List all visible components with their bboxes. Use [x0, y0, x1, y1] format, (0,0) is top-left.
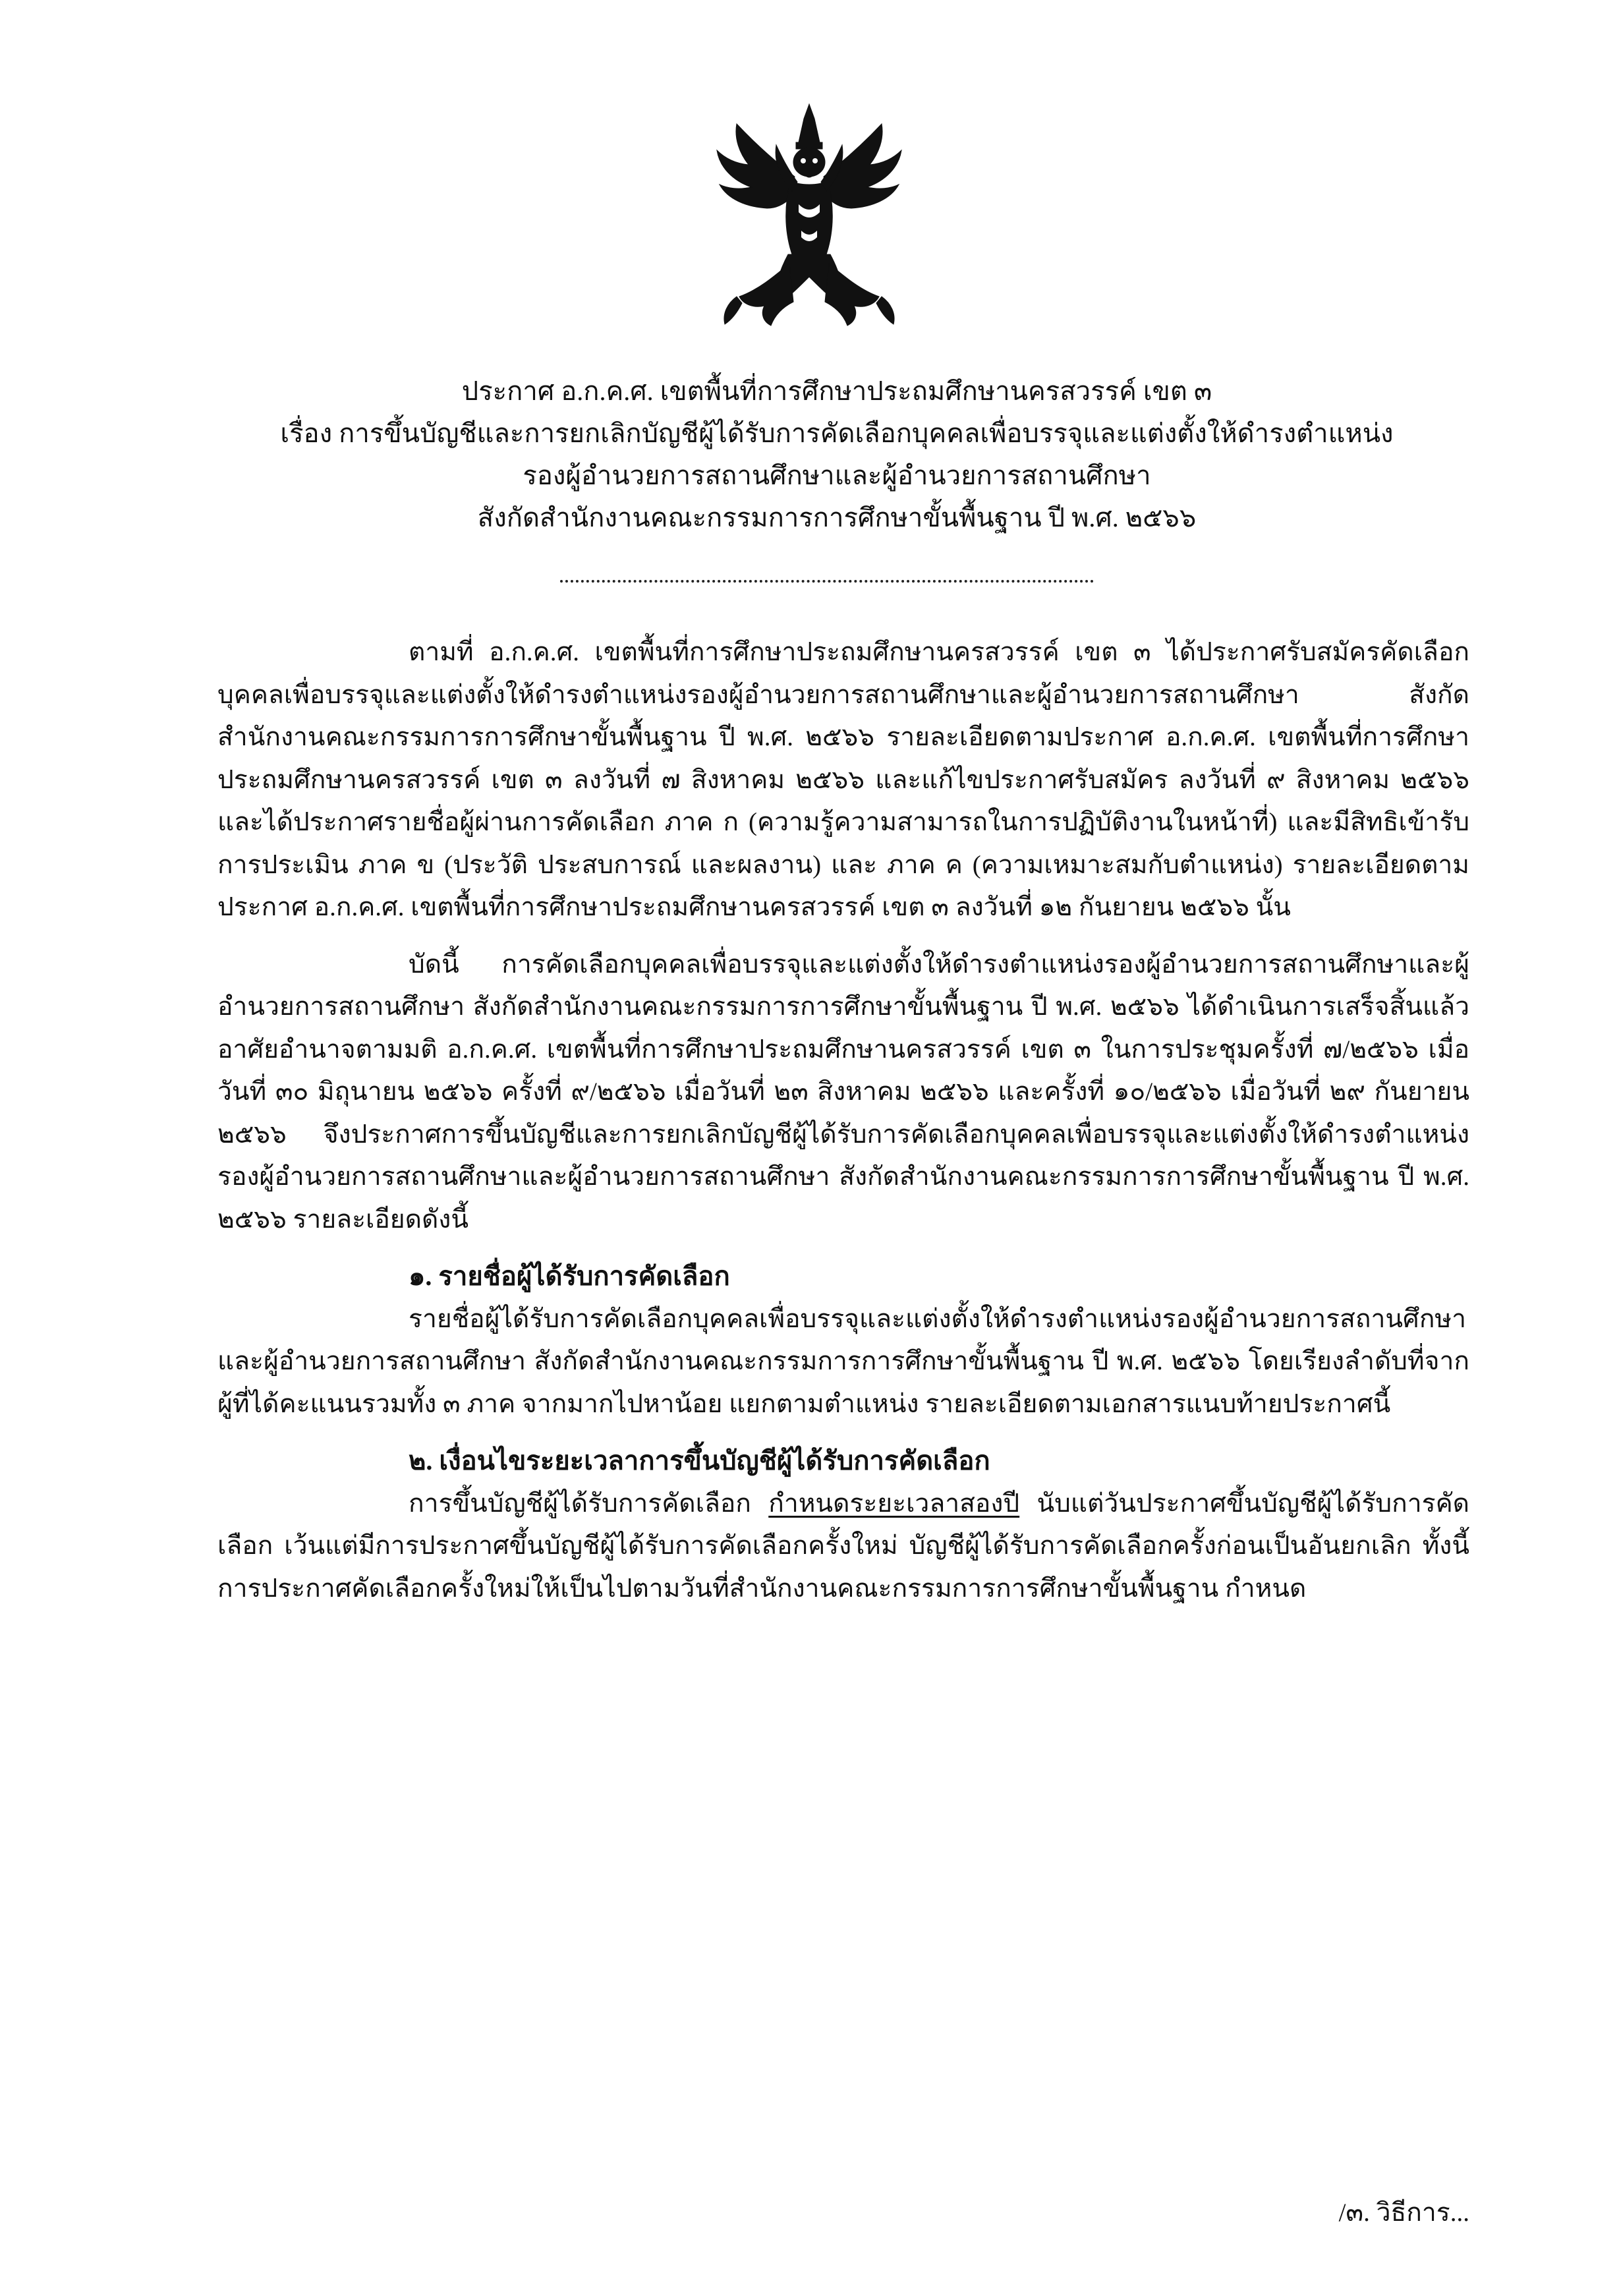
title-line-agency-year: สังกัดสำนักงานคณะกรรมการการศึกษาขั้นพื้นฐาน ปี พ.ศ. ๒๕๖๖ [477, 503, 1197, 532]
section-1-text: รายชื่อผู้ได้รับการคัดเลือกบุคคลเพื่อบรรจุและแต่งตั้งให้ดำรงตำแหน่งรองผู้อำนวยการสถานศึกษาและผู้อำนวยการสถานศึกษา สังกัดสำนักงานคณะกรรมการการศึกษาขั้นพื้นฐาน ปี พ.ศ. ๒๕๖๖ โดยเรียงลำดับที่จากผู้ที่ได้คะแนนรวมทั้ง ๓ ภาค จากมากไปหาน้อย แยกตามตำแหน่ง รายละเอียดตามเอกสารแนบท้ายประกาศนี้ [217, 1304, 1469, 1418]
paragraph-background: ตามที่ อ.ก.ค.ศ. เขตพื้นที่การศึกษาประถมศึกษานครสวรรค์ เขต ๓ ได้ประกาศรับสมัครคัดเลือกบุคคลเพื่อบรรจุและแต่งตั้งให้ดำรงตำแหน่งรองผู้อำนวยการสถานศึกษาและผู้อำนวยการสถานศึกษา สังกัดสำนักงานคณะกรรมการการศึกษาขั้นพื้นฐาน ปี พ.ศ. ๒๕๖๖ รายละเอียดตามประกาศ อ.ก.ค.ศ. เขตพื้นที่การศึกษาประถมศึกษานครสวรรค์ เขต ๓ ลงวันที่ ๗ สิงหาคม ๒๕๖๖ และแก้ไขประกาศรับสมัคร ลงวันที่ ๙ สิงหาคม ๒๕๖๖ และได้ประกาศรายชื่อผู้ผ่านการคัดเลือก ภาค ก (ความรู้ความสามารถในการปฏิบัติงานในหน้าที่) และมีสิทธิเข้ารับการประเมิน ภาค ข (ประวัติ ประสบการณ์ และผลงาน) และ ภาค ค (ความเหมาะสมกับตำแหน่ง) รายละเอียดตามประกาศ อ.ก.ค.ศ. เขตพื้นที่การศึกษาประถมศึกษานครสวรรค์ เขต ๓ ลงวันที่ ๑๒ กันยายน ๒๕๖๖ นั้น [217, 638, 1469, 921]
section-1-heading: ๑. รายชื่อผู้ได้รับการคัดเลือก [409, 1261, 730, 1291]
section-2-text-rest: นับแต่วันประกาศขึ้นบัญชีผู้ได้รับการคัดเลือก เว้นแต่มีการประกาศขึ้นบัญชีผู้ได้รับการคัดเลือกครั้งใหม่ บัญชีผู้ได้รับการคัดเลือกครั้งก่อนเป็นอันยกเลิก ทั้งนี้ การประกาศคัดเลือกครั้งใหม่ให้เป็นไปตามวันที่สำนักงานคณะกรรมการการศึกษาขั้นพื้นฐาน กำหนด [217, 1489, 1469, 1603]
page-continuation: /๓. วิธีการ... [1338, 2198, 1469, 2227]
section-2-text [217, 1483, 1469, 1611]
garuda-emblem-icon [710, 99, 908, 343]
paragraph-announcement: บัดนี้ การคัดเลือกบุคคลเพื่อบรรจุและแต่งตั้งให้ดำรงตำแหน่งรองผู้อำนวยการสถานศึกษาและผู้อำนวยการสถานศึกษา สังกัดสำนักงานคณะกรรมการการศึกษาขั้นพื้นฐาน ปี พ.ศ. ๒๕๖๖ ได้ดำเนินการเสร็จสิ้นแล้ว อาศัยอำนาจตามมติ อ.ก.ค.ศ. เขตพื้นที่การศึกษาประถมศึกษานครสวรรค์ เขต ๓ ในการประชุมครั้งที่ ๗/๒๕๖๖ เมื่อวันที่ ๓๐ มิถุนายน ๒๕๖๖ ครั้งที่ ๙/๒๕๖๖ เมื่อวันที่ ๒๓ สิงหาคม ๒๕๖๖ และครั้งที่ ๑๐/๒๕๖๖ เมื่อวันที่ ๒๙ กันยายน ๒๕๖๖ จึงประกาศการขึ้นบัญชีและการยกเลิกบัญชีผู้ได้รับการคัดเลือกบุคคลเพื่อบรรจุและแต่งตั้งให้ดำรงตำแหน่งรองผู้อำนวยการสถานศึกษาและผู้อำนวยการสถานศึกษา สังกัดสำนักงานคณะกรรมการการศึกษาขั้นพื้นฐาน ปี พ.ศ. ๒๕๖๖ รายละเอียดดังนี้ [217, 950, 1469, 1234]
announcement-body [217, 631, 1469, 1610]
title-line-positions: รองผู้อำนวยการสถานศึกษาและผู้อำนวยการสถานศึกษา [523, 461, 1151, 490]
section-2-underlined-period: กำหนดระยะเวลาสองปี [768, 1489, 1020, 1518]
title-line-issuer: ประกาศ อ.ก.ค.ศ. เขตพื้นที่การศึกษาประถมศึกษานครสวรรค์ เขต ๓ [461, 376, 1212, 406]
dotted-separator [560, 580, 1094, 583]
announcement-title [204, 370, 1469, 539]
section-2-text-lead: การขึ้นบัญชีผู้ได้รับการคัดเลือก [409, 1489, 769, 1518]
section-2-heading: ๒. เงื่อนไขระยะเวลาการขึ้นบัญชีผู้ได้รับการคัดเลือก [409, 1446, 990, 1476]
title-line-subject: เรื่อง การขึ้นบัญชีและการยกเลิกบัญชีผู้ได้รับการคัดเลือกบุคคลเพื่อบรรจุและแต่งตั้งให้ดำรงตำแหน่ง [280, 418, 1394, 448]
